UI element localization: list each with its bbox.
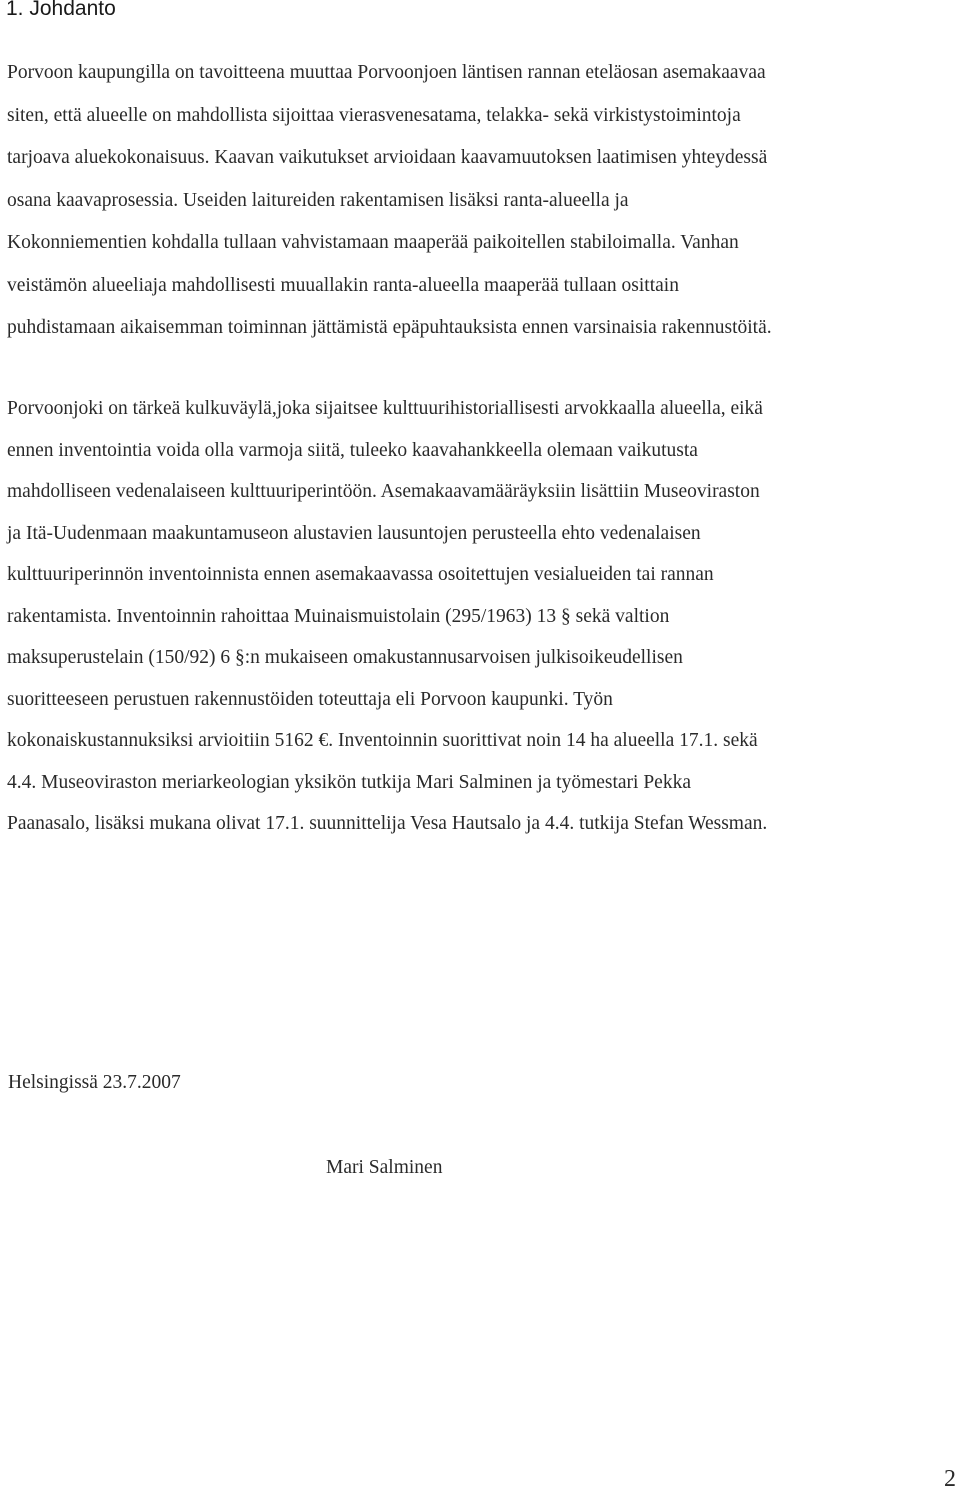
text-line: rakentamista. Inventoinnin rahoittaa Muinaismuistolain (295/1963) 13 § sekä valtion [7, 605, 670, 627]
text-line: Kokonniementien kohdalla tullaan vahvistamaan maaperää paikoitellen stabiloimalla. Vanhan [7, 232, 739, 253]
text-line: veistämön alueeliaja mahdollisesti muuallakin ranta-alueella maaperää tullaan osittain [7, 274, 679, 296]
place-and-date: Helsingissä 23.7.2007 [8, 1072, 181, 1093]
text-line: ennen inventointia voida olla varmoja siitä, tuleeko kaavahankkeella olemaan vaikutusta [7, 439, 698, 461]
text-line: puhdistamaan aikaisemman toiminnan jättämistä epäpuhtauksista ennen varsinaisia rakennustöitä. [7, 317, 772, 338]
text-line: kokonaiskustannuksiksi arvioitiin 5162 €. Inventoinnin suorittivat noin 14 ha alueella 17.1. sekä [7, 730, 758, 751]
text-line: suoritteeseen perustuen rakennustöiden toteuttaja eli Porvoon kaupunki. Työn [7, 688, 613, 710]
text-line: ja Itä-Uudenmaan maakuntamuseon alustavien lausuntojen perusteella ehto vedenalaisen [7, 522, 701, 544]
text-line: maksuperustelain (150/92) 6 §:n mukaiseen omakustannusarvoisen julkisoikeudellisen [7, 647, 683, 668]
text-line: osana kaavaprosessia. Useiden laitureiden rakentamisen lisäksi ranta-alueella ja [7, 189, 629, 211]
introduction-paragraph-2 [7, 397, 767, 854]
signature-name: Mari Salminen [326, 1157, 443, 1178]
text-line: 4.4. Museoviraston meriarkeologian yksikön tutkija Mari Salminen ja työmestari Pekka [7, 771, 691, 793]
introduction-paragraph-1 [7, 61, 772, 359]
text-line: kulttuuriperinnön inventoinnista ennen asemakaavassa osoitettujen vesialueiden tai rannan [7, 564, 714, 585]
text-line: mahdolliseen vedenalaiseen kulttuuriperintöön. Asemakaavamääräyksiin lisättiin Museoviraston [7, 481, 760, 502]
page-number: 2 [944, 1466, 956, 1492]
text-line: Paanasalo, lisäksi mukana olivat 17.1. suunnittelija Vesa Hautsalo ja 4.4. tutkija Stefan Wessman. [7, 813, 768, 834]
text-line: tarjoava aluekokonaisuus. Kaavan vaikutukset arvioidaan kaavamuutoksen laatimisen yhteydessä [7, 147, 768, 168]
section-heading: 1. Johdanto [6, 0, 116, 20]
text-line: Porvoon kaupungilla on tavoitteena muuttaa Porvoonjoen läntisen rannan eteläosan asemakaavaa [7, 62, 766, 83]
text-line: siten, että alueelle on mahdollista sijoittaa vierasvenesatama, telakka- sekä virkistystoimintoja [7, 104, 741, 126]
text-line: Porvoonjoki on tärkeä kulkuväylä,joka sijaitsee kulttuurihistoriallisesti arvokkaalla alueella, eikä [7, 398, 763, 419]
